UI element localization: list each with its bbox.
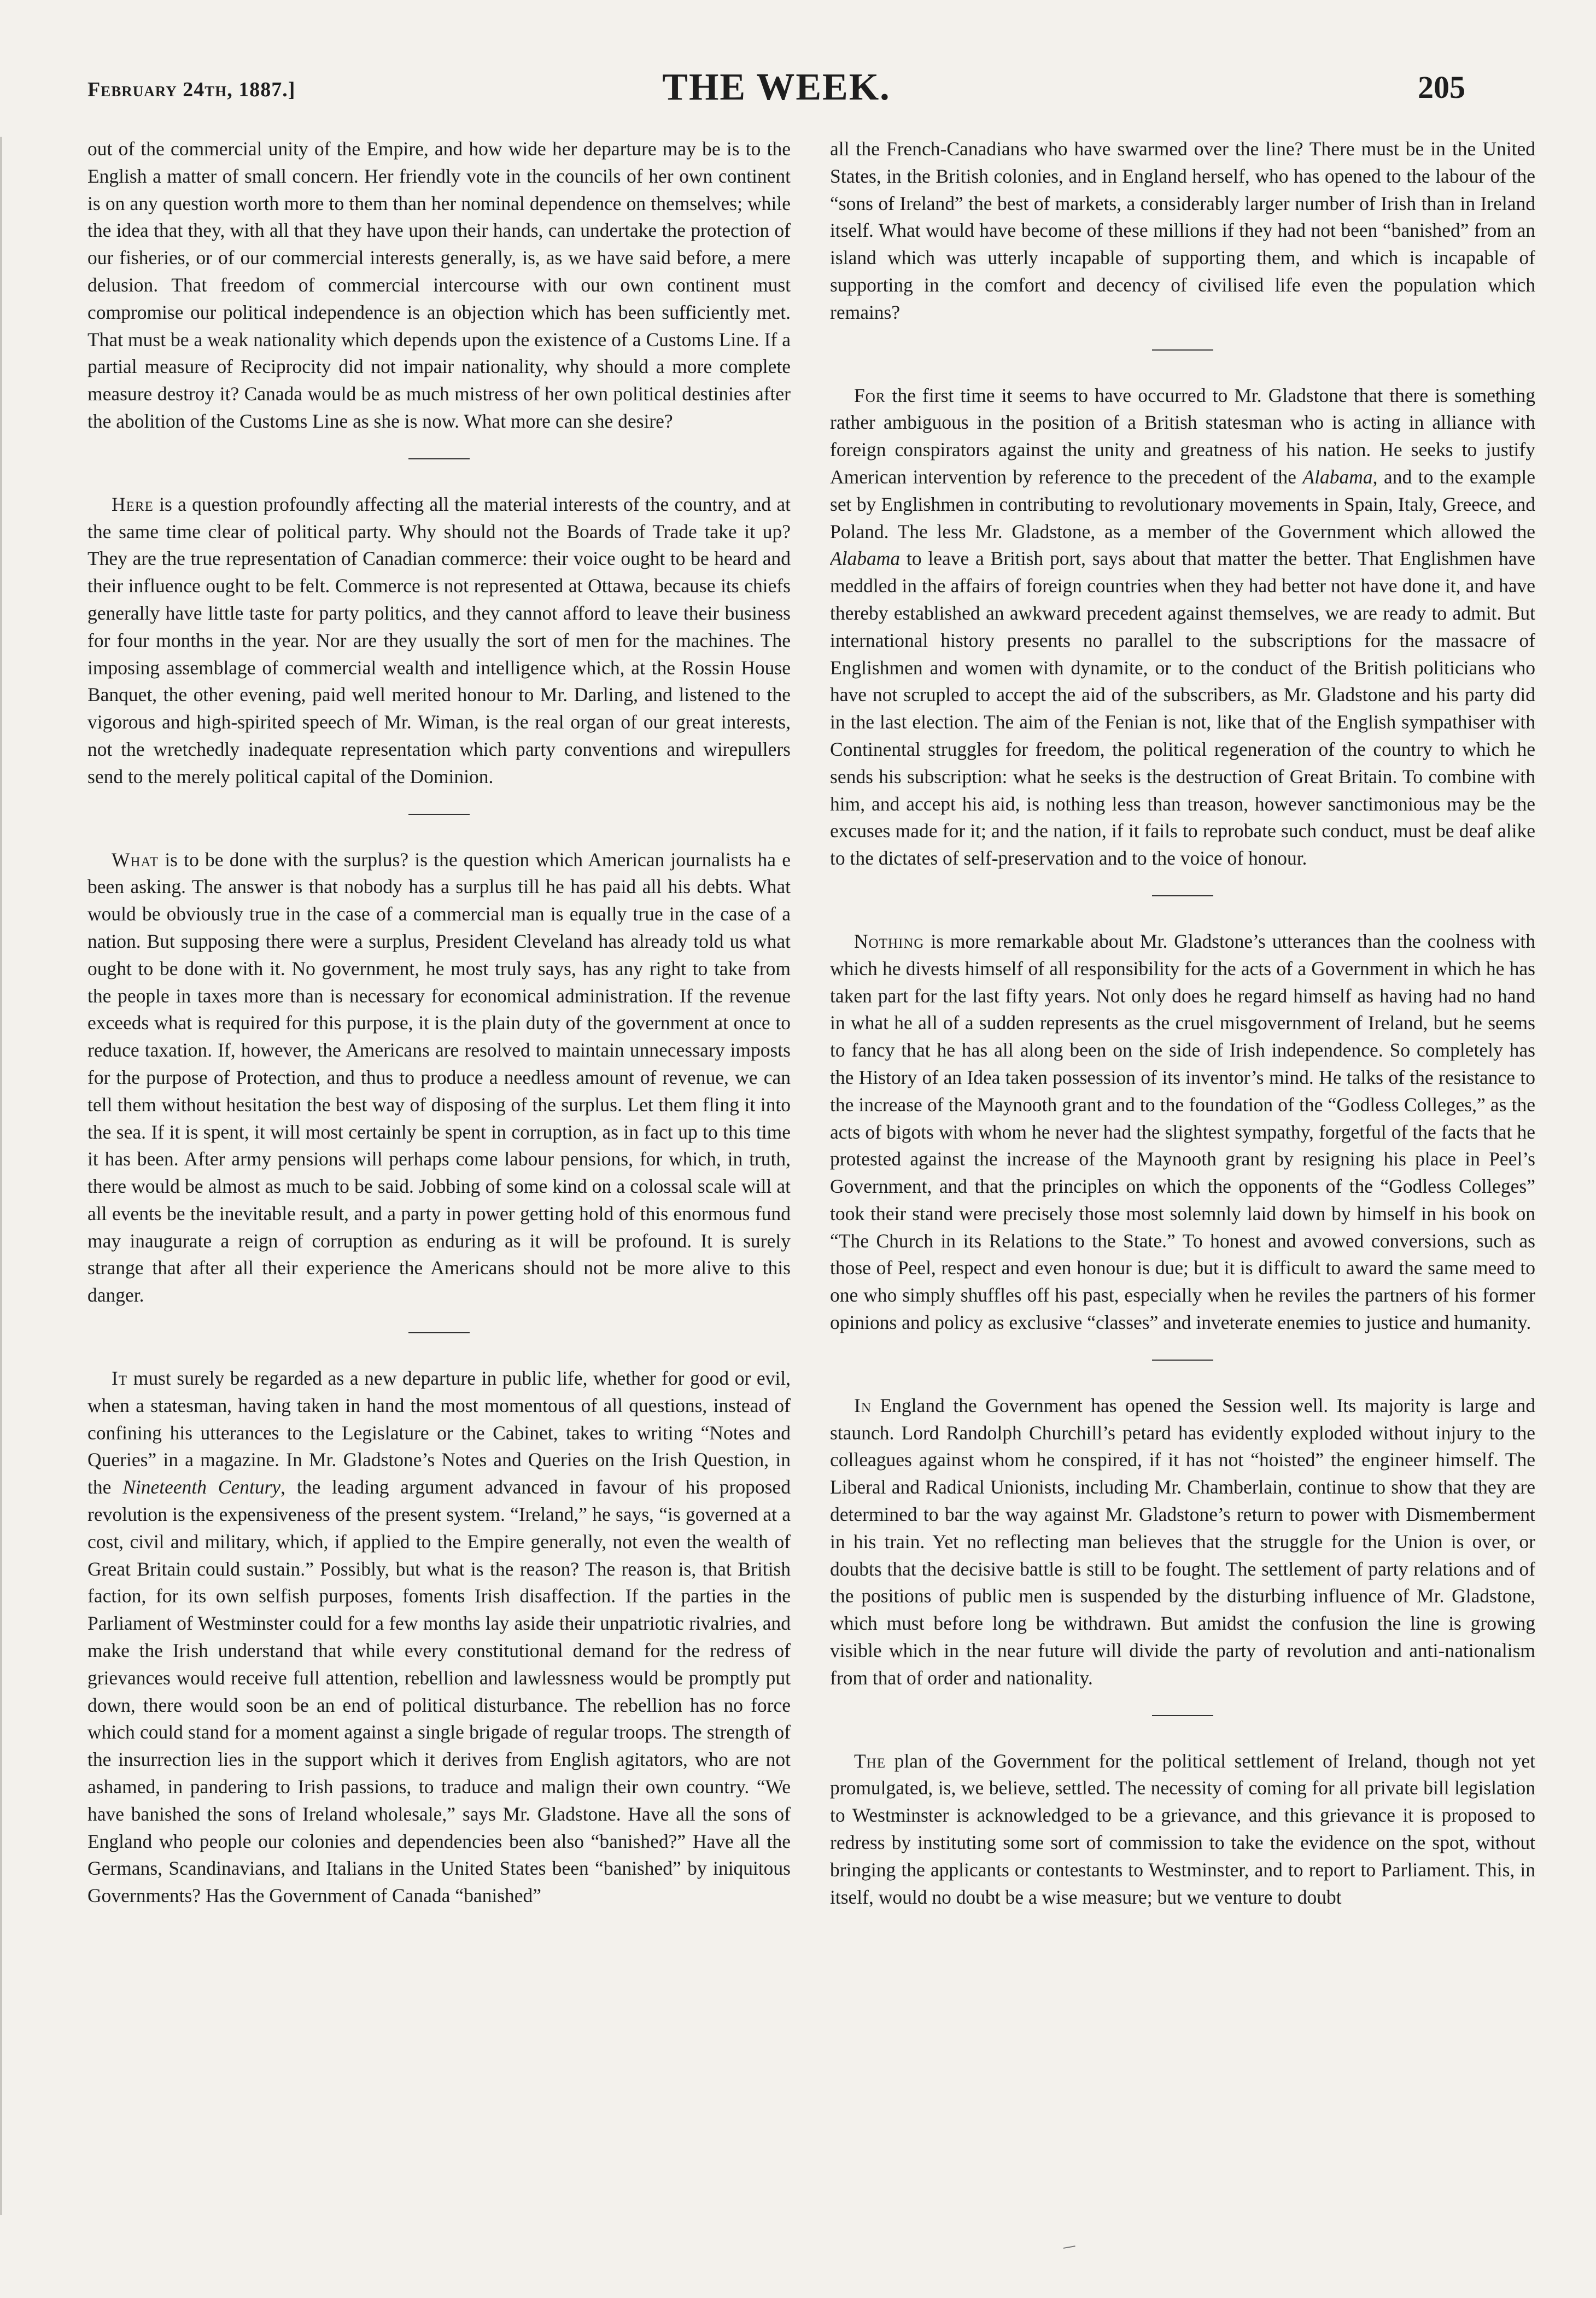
page-number: 205 bbox=[1418, 69, 1465, 105]
lead-word: What bbox=[112, 848, 159, 871]
right-column bbox=[830, 136, 1535, 2258]
section-divider bbox=[408, 1332, 470, 1333]
italic-title: Nineteenth Century bbox=[122, 1476, 281, 1498]
paragraph-gladstone-utterances: Nothing is more remarkable about Mr. Gladstone’s utterances than the coolness with which he divests himself of all responsibility for the acts of a Government in which he has taken part for the last fifty years. Not only does he regard himself as having had no hand in what he all of a sudden represents as the cruel misgovernment of Ireland, but he seems to fancy that he has all along been on the side of Irish independence. So completely has the History of an Idea taken possession of its inventor’s mind. He talks of the resistance to the increase of the Maynooth grant and to the foundation of the “Godless Colleges,” as the acts of bigots with whom he never had the slightest sympathy, forgetful of the facts that he protested against the increase of the Maynooth grant by resigning his place in Peel’s Government, and that the principles on which the opponents of the “Godless Colleges” took their stand were precisely those most solemnly laid down by himself in his book on “The Church in its Relations to the State.” To honest and avowed conversions, such as those of Peel, respect and even honour is due; but it is difficult to award the same meed to one who simply shuffles off his past, especially when he reviles the partners of his former opinions and policy as exclusive “classes” and inveterate enemies to justice and humanity. bbox=[830, 930, 1535, 1334]
italic-ship-name: Alabama bbox=[830, 547, 901, 570]
left-column bbox=[87, 136, 791, 2258]
section-divider bbox=[1152, 1360, 1213, 1361]
paragraph-irish-settlement: The plan of the Government for the political settlement of Ireland, though not yet promulgated, is, we believe, settled. The necessity of coming for all private bill legislation to Westminster is acknowledged to be a grievance, and this grievance it is proposed to redress by instituting some sort of commission to take the evidence on the spot, without bringing the applicants or contestants to Westminster, and to report to Parliament. This, in itself, would no doubt be a wise measure; but we venture to doubt bbox=[830, 1749, 1535, 1908]
lead-word: It bbox=[112, 1367, 128, 1390]
section-divider bbox=[408, 814, 470, 815]
section-divider bbox=[1152, 1715, 1213, 1716]
paragraph-american-intervention: For the first time it seems to have occurred to Mr. Gladstone that there is something rather ambiguous in the position of a British statesman who is acting in alliance with foreign conspirators against the unity and greatness of his nation. He seeks to justify American intervention by reference to the precedent of the Alabama, and to the example set by Englishmen in contributing to revolutionary movements in Spain, Italy, Greece, and Poland. The less Mr. Gladstone, as a member of the Government which allowed the Alabama to leave a British port, says about that matter the better. That Englishmen have meddled in the affairs of foreign countries when they had better not have done it, and have thereby established an awkward precedent against themselves, we are ready to admit. But international history presents no parallel to the subscriptions for the massacre of Englishmen and women with dynamite, or to the conduct of the British politicians who have not scrupled to accept the aid of the subscribers, as Mr. Gladstone and his party did in the last election. The aim of the Fenian is not, like that of the English sympathiser with Continental struggles for freedom, the political regeneration of the country to which he sends his subscription: what he seeks is the destruction of Great Britain. To combine with him, and accept his aid, is nothing less than treason, however sanctimonious may be the excuses made for it; and the nation, if it fails to reprobate such conduct, must be deaf alike to the dictates of self-preservation and to the voice of honour. bbox=[830, 384, 1535, 870]
page-header bbox=[87, 66, 1465, 126]
issue-date: February 24th, 1887.] bbox=[87, 78, 296, 101]
page-binding-shadow bbox=[0, 137, 2, 2215]
paragraph-session: In England the Government has opened the Session well. Its majority is large and staunch. Lord Randolph Churchill’s petard has evidently exploded without injury to the colleagues against whom he conspired, if it has not “hoisted” the engineer himself. The Liberal and Radical Unionists, including Mr. Chamberlain, continue to show that they are determined to bar the way against Mr. Gladstone’s return to power with Dismemberment in his train. Yet no reflecting man believes that the struggle for the Union is over, or doubts that the decisive battle is still to be fought. The settlement of party relations and of the positions of public men is suspended by the disturbing influence of Mr. Gladstone, which must before long be withdrawn. But amidst the confusion the line is growing visible which in the near future will divide the party of revolution and anti-nationalism from that of order and nationality. bbox=[830, 1394, 1535, 1689]
section-divider bbox=[1152, 895, 1213, 896]
lead-word: Nothing bbox=[854, 930, 925, 952]
italic-ship-name: Alabama bbox=[1302, 465, 1373, 488]
section-divider bbox=[1152, 349, 1213, 351]
lead-word: Here bbox=[112, 493, 154, 515]
paragraph-notes-and-queries: It must surely be regarded as a new departure in public life, whether for good or evil, when a statesman, having taken in hand the most momentous of all questions, instead of confining his utterances to the Legislature or the Cabinet, takes to writing “Notes and Queries” in a magazine. In Mr. Gladstone’s Notes and Queries on the Irish Question, in the Nineteenth Century, the leading argument advanced in favour of his proposed revolution is the expensiveness of the present system. “Ireland,” he says, “is governed at a cost, civil and military, which, if applied to the Empire generally, not even the wealth of Great Britain could sustain.” Possibly, but what is the reason? The reason is, that British faction, for its own selfish purposes, foments Irish disaffection. If the parties in the Parliament of Westminster could for a few months lay aside their unpatriotic rivalries, and make the Irish understand that while every constitutional demand for the redress of grievances would receive full attention, rebellion and lawlessness would be promptly put down, there would soon be an end of political disturbance. The rebellion has no force which could stand for a moment against a single brigade of regular troops. The strength of the insurrection lies in the support which it derives from English agitators, who are not ashamed, in pandering to Irish passions, to traduce and malign their own country. “We have banished the sons of Ireland wholesale,” says Mr. Gladstone. Have all the sons of England who people our colonies and dependencies been also “banished?” Have all the Germans, Scandinavians, and Italians in the United States been “banished” by iniquitous Governments? Has the Government of Canada “banished” bbox=[87, 1367, 791, 1907]
publication-title: THE WEEK. bbox=[662, 66, 891, 108]
paragraph-customs-line: out of the commercial unity of the Empire, and how wide her departure may be is to the English a matter of small concern. Her friendly vote in the councils of her own continent is on any question worth more to them than her nominal dependence on themselves; while the idea that they, with all that they have upon their hands, can undertake the protection of our fisheries, or of our commercial interests generally, is, as we have said before, a mere delusion. That freedom of commercial intercourse with our own continent must compromise our political independence is an objection which has been sufficiently met. That must be a weak nationality which depends upon the existence of a Customs Line. If a partial measure of Reciprocity did not impair nationality, why should a more complete measure destroy it? Canada would be as much mistress of her own political destinies after the abolition of the Customs Line as she is now. What more can she desire? bbox=[87, 138, 791, 432]
paragraph-surplus: What is to be done with the surplus? is the question which American journalists ha e been asking. The answer is that nobody has a surplus till he has paid all his debts. What would be obviously true in the case of a commercial man is equally true in the case of a nation. But supposing there were a surplus, President Cleveland has already told us what ought to be done with it. No government, he most truly says, has any right to take from the people in taxes more than is necessary for economical administration. If the revenue exceeds what is required for this purpose, it is the plain duty of the government at once to reduce taxation. If, however, the Americans are resolved to maintain unnecessary imposts for the purpose of Protection, and thus to produce a needless amount of revenue, we can tell them without hesitation the best way of disposing of the surplus. Let them fling it into the sea. If it is spent, it will most certainly be spent in corruption, as in fact up to this time it has been. After army pensions will perhaps come labour pensions, for which, in truth, there would be almost as much to be said. Jobbing of some kind on a colossal scale will at all events be the inevitable result, and a party in power getting hold of this enormous fund may inaugurate a reign of corruption as enduring as it will be profound. It is surely strange that after all their experience the Americans should not be more alive to this danger. bbox=[87, 848, 791, 1307]
paragraph-boards-of-trade: Here is a question profoundly affecting all the material interests of the country, and at the same time clear of political party. Why should not the Boards of Trade take it up? They are the true representation of Canadian commerce: their voice ought to be heard and their influence ought to be felt. Commerce is not represented at Ottawa, because its chiefs generally have little taste for party politics, and they cannot afford to leave their business for four months in the year. Nor are they usually the sort of men for the machines. The imposing assemblage of commercial wealth and intelligence which, at the Rossin House Banquet, the other evening, paid well merited honour to Mr. Darling, and listened to the vigorous and high-spirited speech of Mr. Wiman, is the real organ of our great interests, not the wretchedly inadequate representation which party conventions and wirepullers send to the merely political capital of the Dominion. bbox=[87, 493, 791, 788]
lead-word: In bbox=[854, 1394, 872, 1416]
paragraph-banished: all the French-Canadians who have swarmed over the line? There must be in the United States, in the British colonies, and in England herself, who has opened to the labour of the “sons of Ireland” the best of markets, a considerably larger number of Irish than in Ireland itself. What would have become of these millions if they had not been “banished” from an island which was utterly incapable of supporting them, and which is incapable of supporting in the comfort and decency of civilised life even the population which remains? bbox=[830, 138, 1535, 323]
lead-word: For bbox=[854, 384, 886, 406]
lead-word: The bbox=[854, 1749, 886, 1772]
section-divider bbox=[408, 458, 470, 459]
